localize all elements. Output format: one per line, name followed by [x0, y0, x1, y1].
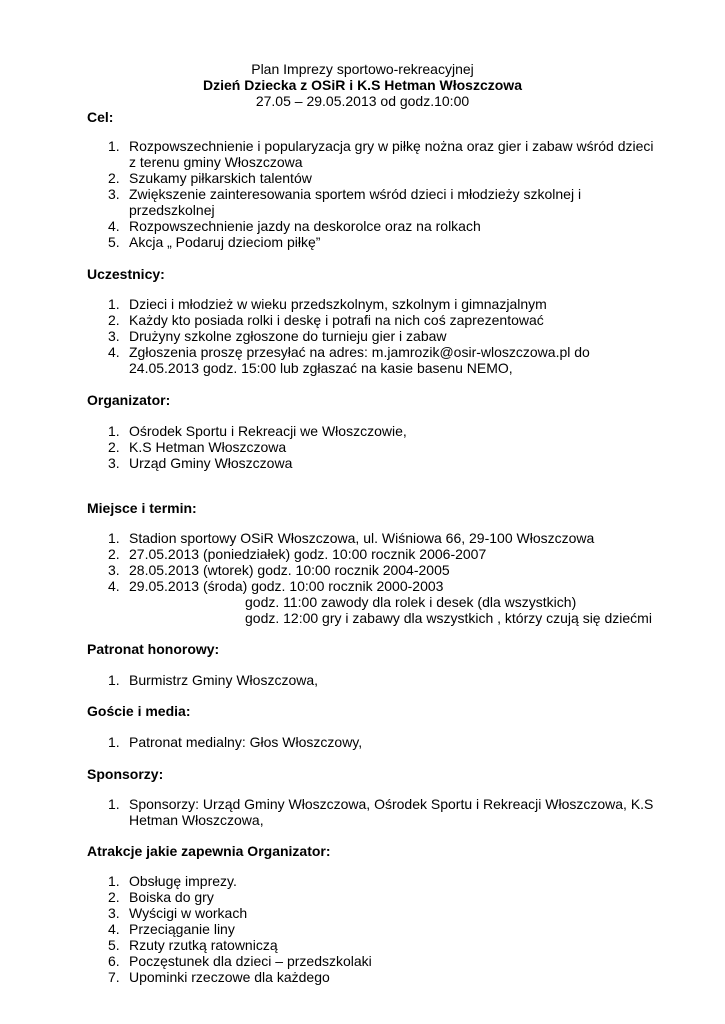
section-heading-miejsce: Miejsce i termin:	[87, 500, 197, 516]
section-heading-cel: Cel:	[87, 109, 114, 125]
section-heading-goscie: Goście i media:	[87, 703, 191, 719]
list-item-continuation: przedszkolnej	[129, 202, 215, 218]
section-heading-uczestnicy: Uczestnicy:	[87, 266, 165, 282]
doc-title-line2: Dzień Dziecka z OSiR i K.S Hetman Włoszczowa	[203, 77, 522, 93]
section-heading-patronat: Patronat honorowy:	[87, 641, 220, 657]
section-heading-sponsorzy: Sponsorzy:	[87, 766, 164, 782]
doc-title-line1: Plan Imprezy sportowo-rekreacyjnej	[251, 61, 474, 77]
schedule-subline: godz. 11:00 zawody dla rolek i desek (dla wszystkich)	[245, 594, 577, 610]
section-heading-atrakcje: Atrakcje jakie zapewnia Organizator:	[87, 843, 331, 859]
list-item-continuation: 24.05.2013 godz. 15:00 lub zgłaszać na kasie basenu NEMO,	[129, 360, 513, 376]
document-page: Plan Imprezy sportowo-rekreacyjnej Dzień Dziecka z OSiR i K.S Hetman Włoszczowa 27.05 – 29.05.2013 od godz.10:00 Cel: 1. Rozpowszechnienie i popularyzacja gry w piłkę nożna oraz gier i zabaw wśród dzieci z terenu gminy Włoszczowa 2. Szukamy piłkarskich talentów 3. Zwiększenie zainteresowania sportem wśród dzieci i młodzieży szkolnej i przedszkolnej 4. Rozpowszechnienie jazdy na deskorolce oraz na rolkach 5. Akcja „ Podaruj dzieciom piłkę” Uczestnicy: 1. Dzieci i młodzież w wieku przedszkolnym, szkolnym i gimnazjalnym 2. Każdy kto posiada rolki i deskę i potrafi na nich coś zaprezentować 3. Drużyny szkolne zgłoszone do turnieju gier i zabaw 4. Zgłoszenia proszę przesyłać na adres: m.jamrozik@osir-wloszczowa.pl do 24.05.2013 godz. 15:00 lub zgłaszać na kasie basenu NEMO, Organizator: 1. Ośrodek Sportu i Rekreacji we Włoszczowie, 2. K.S Hetman Włoszczowa 3. Urząd Gminy Włoszczowa Miejsce i termin: 1. Stadion sportowy OSiR Włoszczowa, ul. Wiśniowa 66, 29-100 Włoszczowa 2. 27.05.2013 (poniedziałek) godz. 10:00 rocznik 2006-2007 3. 28.05.2013 (wtorek) godz. 10:00 rocznik 2004-2005 4. 29.05.2013 (środa) godz. 10:00 rocznik 2000-2003 godz. 11:00 zawody dla rolek i desek (dla wszystkich) godz. 12:00 gry i zabawy dla wszystkich , którzy czują się dziećmi Patronat honorowy: 1. Burmistrz Gminy Włoszczowa, Goście i media: 1. Patronat medialny: Głos Włoszczowy, Sponsorzy: 1. Sponsorzy: Urząd Gminy Włoszczowa, Ośrodek Sportu i Rekreacji Włoszczowa, K.S Hetman Włoszczowa, Atrakcje jakie zapewnia Organizator: 1. Obsługę imprezy. 2. Boiska do gry 3. Wyścigi w workach 4. Przeciąganie liny 5. Rzuty rzutką ratowniczą 6. Poczęstunek dla dzieci – przedszkolaki 7. Upominki rzeczowe dla każdego	[0, 0, 725, 1024]
section-heading-organizator: Organizator:	[87, 392, 171, 408]
schedule-subline: godz. 12:00 gry i zabawy dla wszystkich , którzy czują się dziećmi	[245, 610, 652, 626]
list-item-continuation: Hetman Włoszczowa,	[129, 812, 264, 828]
list-item-continuation: z terenu gminy Włoszczowa	[129, 154, 303, 170]
doc-date-line: 27.05 – 29.05.2013 od godz.10:00	[255, 93, 470, 109]
